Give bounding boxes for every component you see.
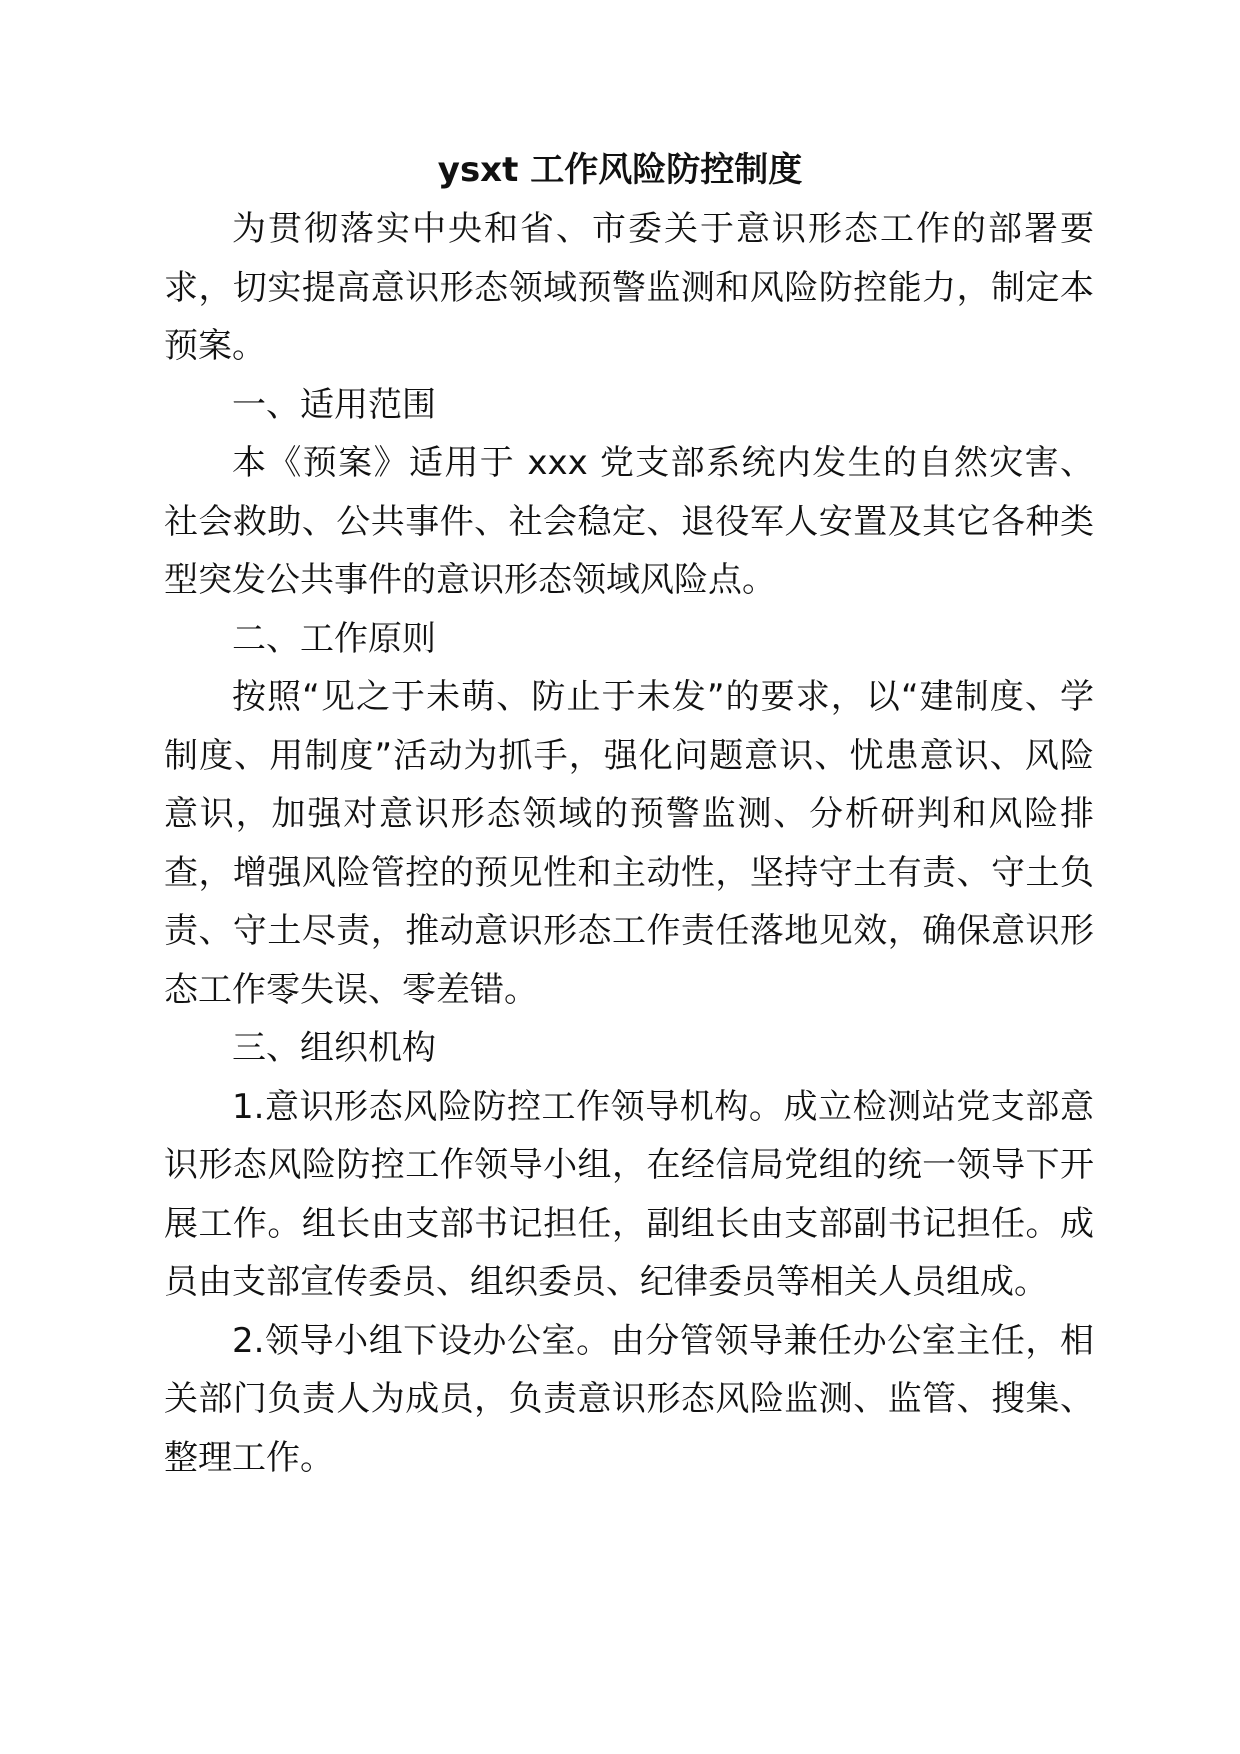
section-heading-organization: 三、组织机构: [232, 1028, 436, 1068]
paragraph-intro: 为贯彻落实中央和省、市委关于意识形态工作的部署要求，切实提高意识形态领域预警监测和风险防控能力，制定本预案。: [164, 209, 1094, 366]
document-body: [164, 200, 1094, 1487]
section-heading-principles: 二、工作原则: [232, 618, 436, 659]
paragraph-organization-1: 1.意识形态风险防控工作领导机构。成立检测站党支部意识形态风险防控工作领导小组，在经信局党组的统一领导下开展工作。组长由支部书记担任，副组长由支部副书记担任。成员由支部宣传委员、组织委员、纪律委员等相关人员组成。: [164, 1086, 1094, 1302]
paragraph-principles: 按照“见之于未萌、防止于未发”的要求，以“建制度、学制度、用制度”活动为抓手，强化问题意识、忧患意识、风险意识，加强对意识形态领域的预警监测、分析研判和风险排查，增强风险管控的预见性和主动性，坚持守土有责、守土负责、守土尽责，推动意识形态工作责任落地见效，确保意识形态工作零失误、零差错。: [164, 677, 1094, 1010]
document-title: ysxt 工作风险防控制度: [437, 150, 803, 190]
section-heading-scope: 一、适用范围: [232, 384, 436, 425]
paragraph-scope: 本《预案》适用于 xxx 党支部系统内发生的自然灾害、社会救助、公共事件、社会稳定、退役军人安置及其它各种类型突发公共事件的意识形态领域风险点。: [164, 443, 1094, 600]
paragraph-organization-2: 2.领导小组下设办公室。由分管领导兼任办公室主任，相关部门负责人为成员，负责意识形态风险监测、监管、搜集、整理工作。: [164, 1320, 1094, 1478]
